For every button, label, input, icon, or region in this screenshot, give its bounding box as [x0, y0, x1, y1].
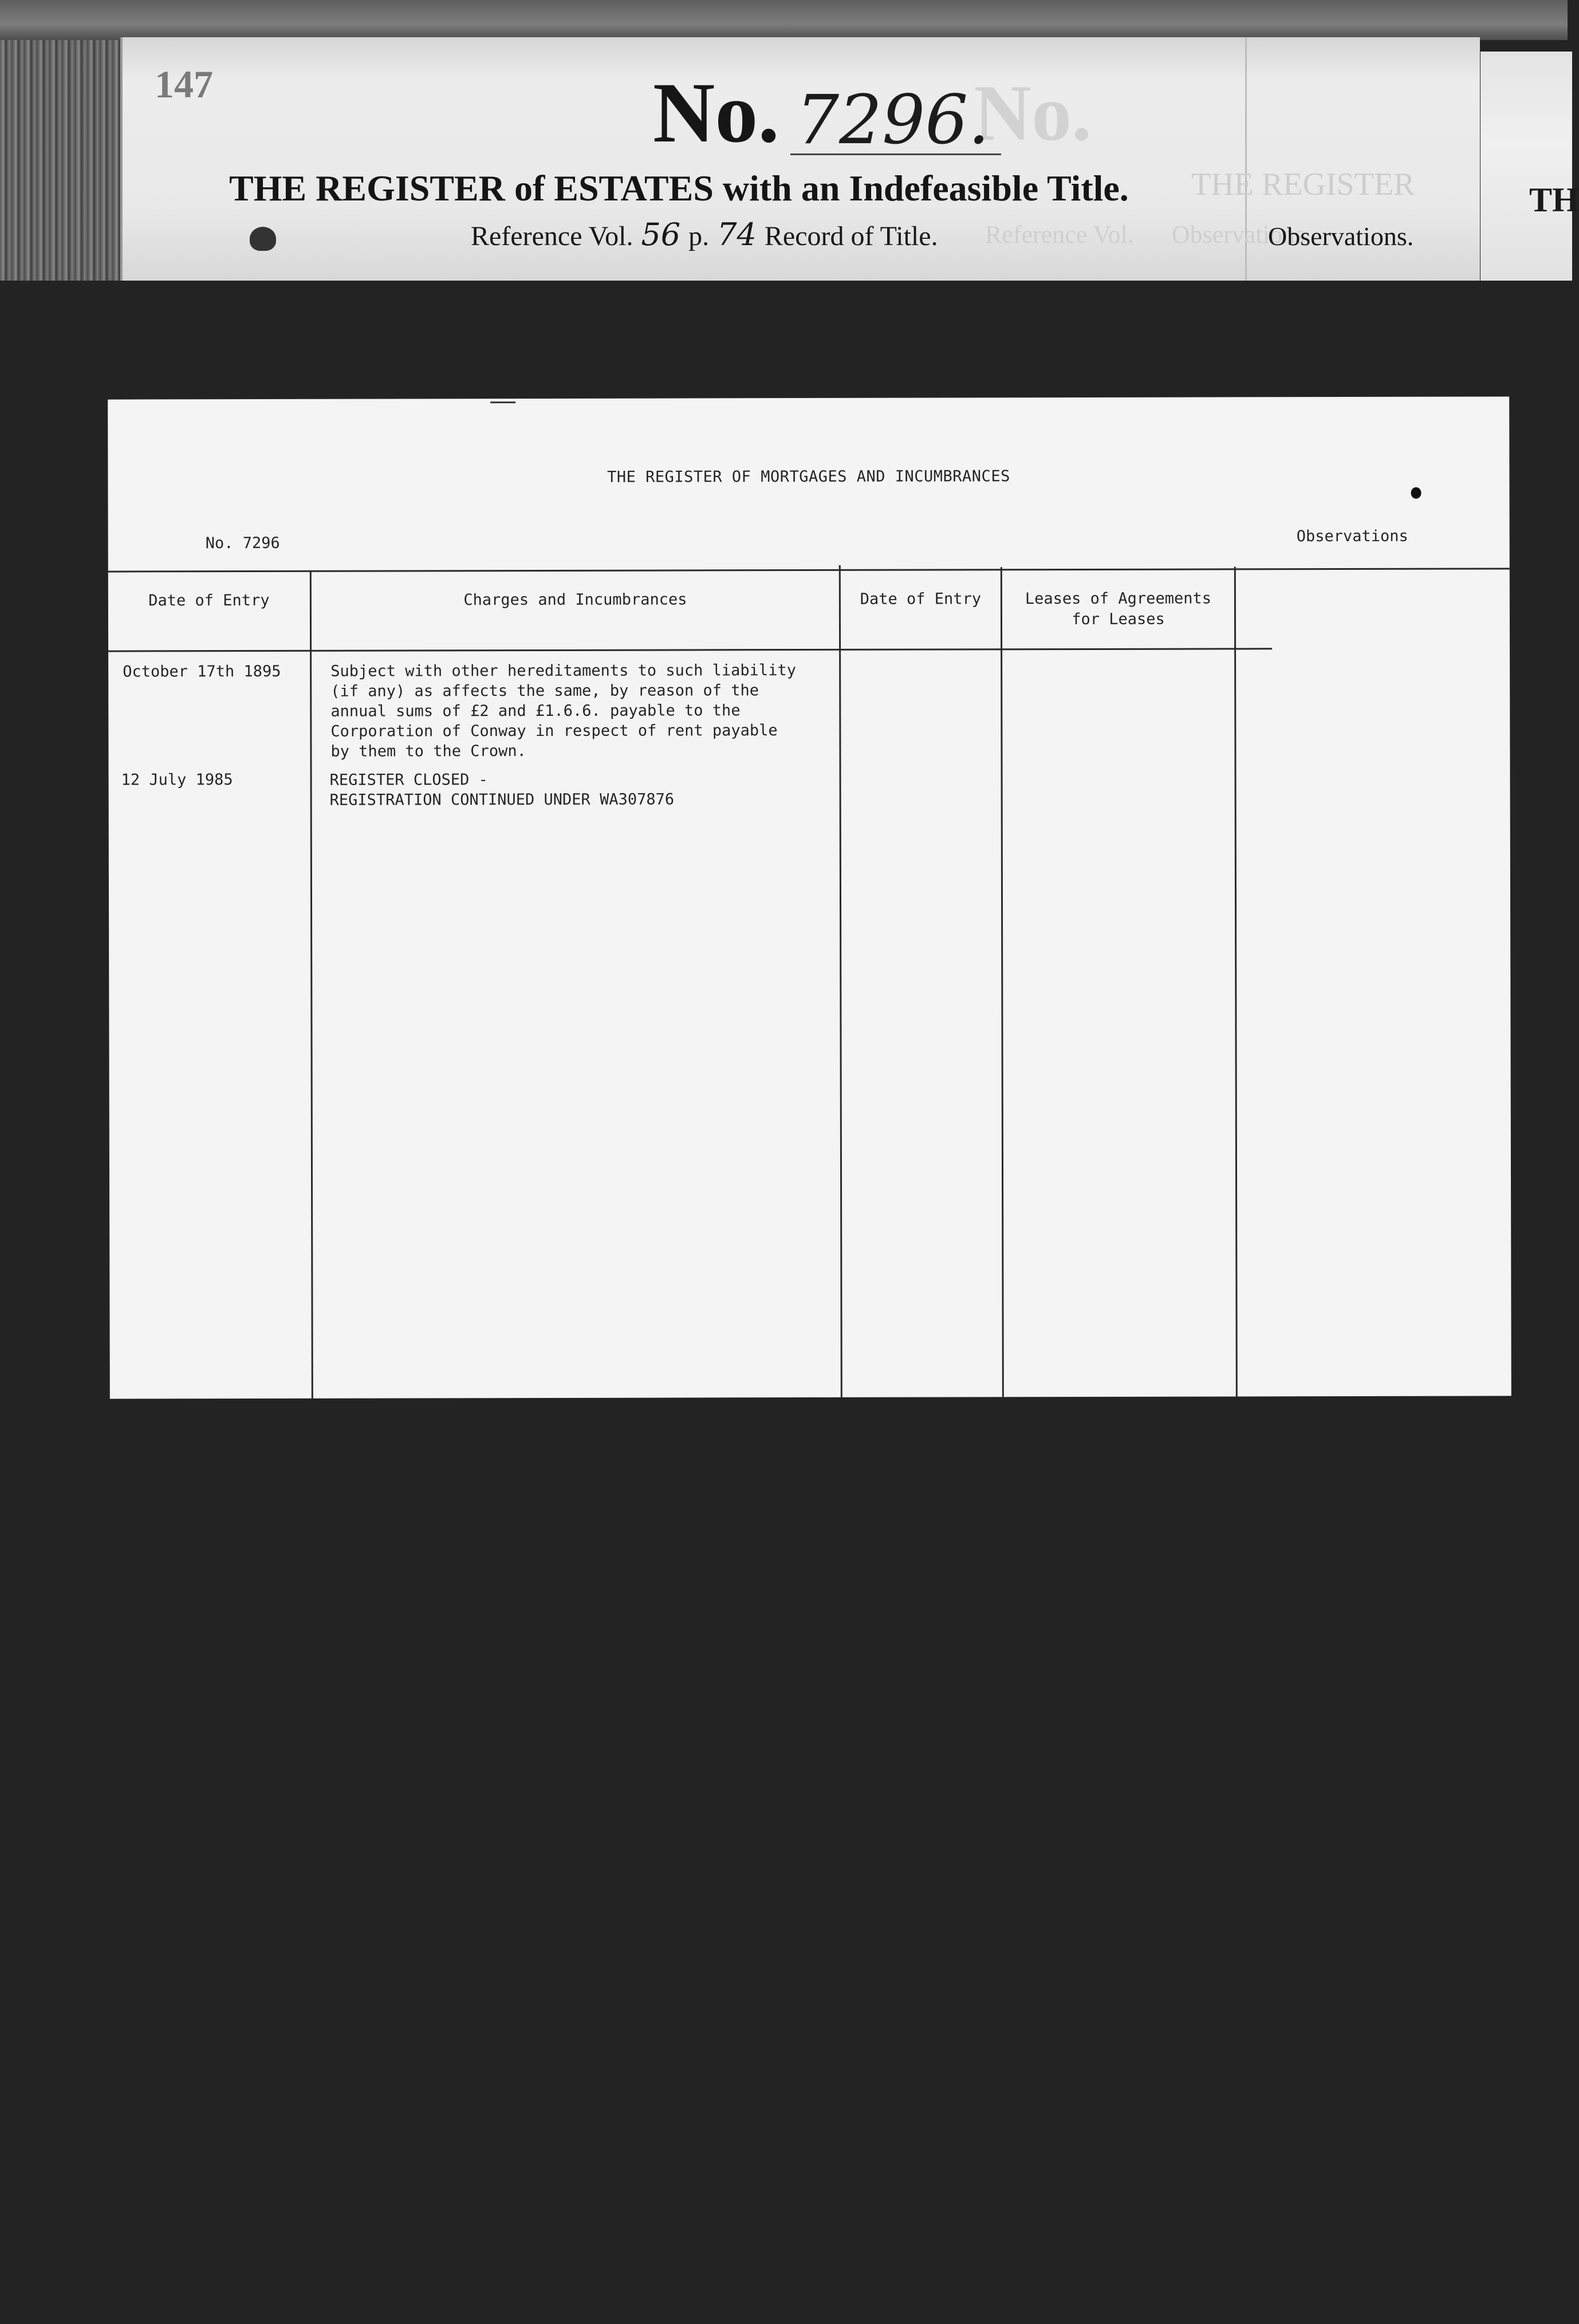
book-top-shadow	[0, 0, 1568, 40]
column-divider-3	[1001, 567, 1004, 1397]
ledger-page-number: 147	[155, 62, 213, 106]
next-page-title-fragment: TH	[1529, 181, 1579, 219]
column-divider-4	[1234, 566, 1238, 1396]
entry-date: 12 July 1985	[121, 771, 233, 789]
ledger-number-label: No.	[653, 65, 779, 160]
reference-volume-handwritten: 56	[641, 216, 681, 253]
show-through-number: No.	[974, 69, 1092, 157]
show-through-title: THE REGISTER	[1191, 167, 1415, 202]
ledger-title: THE REGISTER of ESTATES with an Indefeasible Title.	[229, 168, 1129, 208]
ledger-observations-label: Observations.	[1268, 222, 1414, 251]
paper-mark	[490, 401, 515, 403]
column-header-date-of-entry-2: Date of Entry	[860, 590, 982, 608]
entry-charge-text: REGISTER CLOSED - REGISTRATION CONTINUED UNDER WA307876	[329, 771, 675, 809]
reference-line	[471, 216, 938, 253]
table-top-rule	[108, 568, 1510, 572]
column-divider-1	[310, 570, 313, 1399]
column-header-charges: Charges and Incumbrances	[463, 590, 687, 609]
book-page-edges	[0, 40, 132, 281]
column-header-leases: Leases of Agreements for Leases	[1025, 589, 1211, 629]
record-of-title-label: Record of Title.	[764, 221, 938, 251]
entry-date: October 17th 1895	[123, 662, 281, 681]
next-page-edge	[1480, 52, 1572, 281]
sheet-number: No. 7296	[205, 534, 280, 553]
ink-dot	[1411, 487, 1422, 499]
entry-charge-text: Subject with other hereditaments to such liability (if any) as affects the same, by reason of the annual sums of £2 and £1.6.6. payable to the Corporation of Conway in respect of rent payable by them to the Crown.	[330, 661, 796, 761]
ledger-number-handwritten: 7296.	[790, 86, 1001, 155]
reference-page-label: p.	[688, 221, 710, 251]
header-bottom-rule	[108, 648, 1272, 652]
ink-blot	[250, 227, 276, 251]
register-sheet	[108, 396, 1511, 1399]
sheet-observations-label: Observations	[1296, 527, 1408, 546]
show-through-reference: Reference Vol. Observations	[985, 220, 1305, 249]
column-header-date-of-entry: Date of Entry	[148, 591, 270, 610]
column-divider-2	[839, 565, 842, 1397]
reference-page-handwritten: 74	[717, 216, 757, 253]
sheet-heading: THE REGISTER OF MORTGAGES AND INCUMBRANCES	[607, 467, 1010, 486]
reference-prefix: Reference Vol.	[471, 221, 633, 251]
